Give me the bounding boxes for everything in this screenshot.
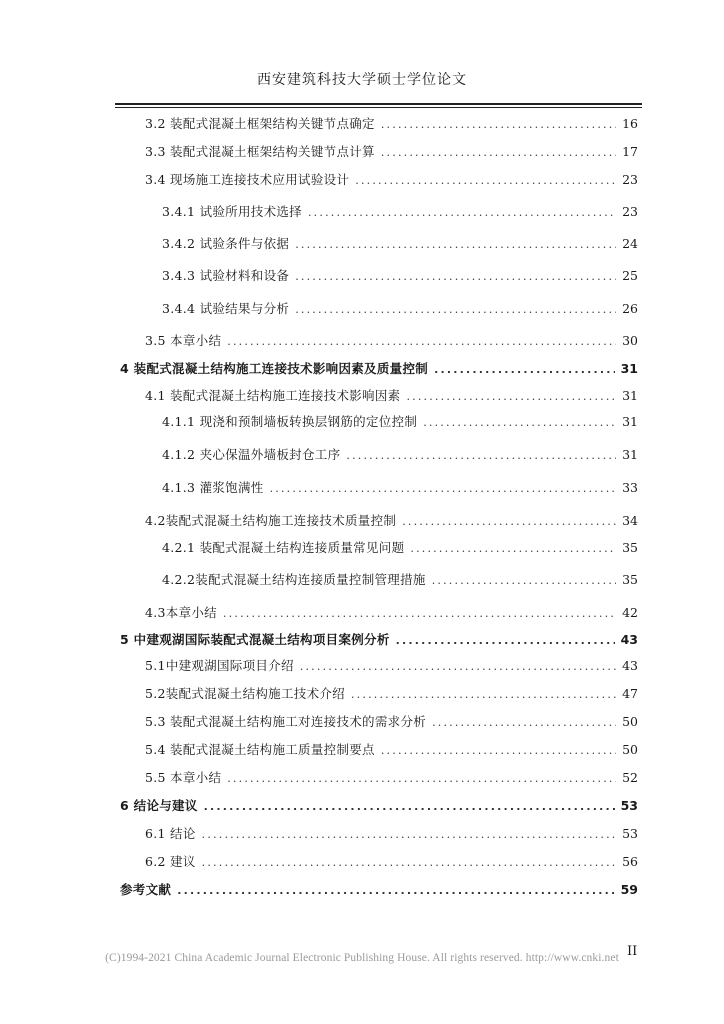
toc-entry-page: 31 (620, 361, 638, 376)
toc-entry-page: 50 (622, 742, 638, 757)
toc-entry-page: 53 (622, 826, 638, 841)
toc-entry-page: 42 (622, 605, 638, 620)
toc-leader-dots (223, 604, 616, 624)
toc-entry-page: 59 (620, 882, 638, 897)
toc-leader-dots (202, 825, 616, 845)
toc-leader-dots (432, 571, 616, 591)
toc-entry[interactable] (162, 202, 638, 222)
toc-entry-title: 5 中建观湖国际装配式混凝土结构项目案例分析 (120, 632, 390, 647)
toc-entry-page: 25 (622, 268, 638, 283)
toc-leader-dots (270, 479, 617, 499)
toc-entry-page: 35 (622, 540, 638, 555)
toc-entry[interactable] (145, 712, 638, 732)
toc-entry[interactable] (145, 852, 638, 872)
toc-leader-dots (295, 235, 616, 255)
toc-entry-title: 3.2 装配式混凝土框架结构关键节点确定 (145, 116, 375, 131)
toc-leader-dots (406, 387, 616, 407)
toc-entry-page: 31 (622, 414, 638, 429)
toc-leader-dots (204, 797, 615, 817)
toc-entry-title: 5.5 本章小结 (145, 770, 222, 785)
toc-entry[interactable] (162, 234, 638, 254)
toc-entry-title: 4.1 装配式混凝土结构施工连接技术影响因素 (145, 388, 401, 403)
toc-leader-dots (202, 853, 616, 873)
toc-entry-title: 5.4 装配式混凝土结构施工质量控制要点 (145, 742, 375, 757)
toc-leader-dots (351, 685, 616, 705)
toc-entry[interactable] (162, 299, 638, 319)
toc-leader-dots (381, 143, 616, 163)
toc-entry[interactable] (162, 538, 638, 558)
toc-entry[interactable] (145, 170, 638, 190)
toc-entry-title: 4.1.3 灌浆饱满性 (162, 480, 264, 495)
toc-entry-title: 3.3 装配式混凝土框架结构关键节点计算 (145, 144, 375, 159)
toc-leader-dots (346, 446, 616, 466)
toc-leader-dots (423, 413, 616, 433)
toc-leader-dots (295, 267, 616, 287)
toc-leader-dots (227, 769, 616, 789)
toc-entry-page: 26 (622, 301, 638, 316)
toc-entry[interactable] (120, 359, 638, 379)
toc-leader-dots (381, 115, 616, 135)
toc-entry-page: 34 (622, 513, 638, 528)
toc-entry-title: 3.5 本章小结 (145, 333, 222, 348)
toc-entry-title: 3.4 现场施工连接技术应用试验设计 (145, 172, 350, 187)
toc-leader-dots (355, 171, 616, 191)
toc-entry-title: 4 装配式混凝土结构施工连接技术影响因素及质量控制 (120, 361, 429, 376)
toc-entry-page: 31 (622, 388, 638, 403)
toc-entry-page: 43 (620, 632, 638, 647)
toc-leader-dots (410, 539, 616, 559)
toc-entry-page: 35 (622, 572, 638, 587)
page-number: II (627, 944, 638, 959)
copyright-watermark: (C)1994-2021 China Academic Journal Electronic Publishing House. All rights reserved. http://www.cnki.net (105, 952, 619, 964)
toc-entry[interactable] (162, 266, 638, 286)
toc-entry-page: 47 (622, 686, 638, 701)
toc-entry-title: 4.2.2装配式混凝土结构连接质量控制管理措施 (162, 572, 426, 587)
toc-entry[interactable] (162, 478, 638, 498)
toc-leader-dots (396, 631, 615, 651)
toc-leader-dots (432, 713, 616, 733)
toc-entry-title: 4.1.1 现浇和预制墙板转换层钢筋的定位控制 (162, 414, 418, 429)
header-title: 西安建筑科技大学硕士学位论文 (257, 72, 467, 88)
toc-entry[interactable] (120, 880, 638, 900)
toc-entry-title: 3.4.2 试验条件与依据 (162, 236, 290, 251)
toc-entry-title: 4.3本章小结 (145, 605, 217, 620)
toc-entry-title: 4.1.2 夹心保温外墙板封仓工序 (162, 447, 341, 462)
toc-entry[interactable] (162, 445, 638, 465)
toc-entry-page: 43 (622, 658, 638, 673)
toc-leader-dots (300, 657, 616, 677)
toc-leader-dots (227, 332, 616, 352)
toc-entry[interactable] (145, 656, 638, 676)
toc-entry[interactable] (145, 331, 638, 351)
toc-entry[interactable] (162, 412, 638, 432)
toc-entry[interactable] (145, 142, 638, 162)
toc-entry-title: 参考文献 (120, 882, 172, 897)
toc-entry-title: 4.2装配式混凝土结构施工连接技术质量控制 (145, 513, 397, 528)
toc-leader-dots (381, 741, 616, 761)
toc-entry-page: 24 (622, 236, 638, 251)
toc-leader-dots (308, 203, 616, 223)
toc-entry-page: 17 (622, 144, 638, 159)
toc-entry-page: 23 (622, 172, 638, 187)
toc-entry-title: 4.2.1 装配式混凝土结构连接质量常见问题 (162, 540, 405, 555)
toc-entry[interactable] (145, 824, 638, 844)
toc-entry[interactable] (145, 768, 638, 788)
toc-entry-title: 6 结论与建议 (120, 798, 198, 813)
toc-leader-dots (434, 360, 615, 380)
toc-entry-title: 5.1中建观湖国际项目介绍 (145, 658, 294, 673)
toc-entry-page: 30 (622, 333, 638, 348)
toc-leader-dots (402, 512, 616, 532)
toc-entry-title: 3.4.1 试验所用技术选择 (162, 204, 302, 219)
toc-entry[interactable] (145, 386, 638, 406)
toc-entry-page: 23 (622, 204, 638, 219)
toc-entry[interactable] (162, 570, 638, 590)
toc-entry-page: 50 (622, 714, 638, 729)
toc-entry[interactable] (145, 511, 638, 531)
toc-entry-title: 3.4.3 试验材料和设备 (162, 268, 290, 283)
toc-entry-title: 6.1 结论 (145, 826, 196, 841)
toc-entry[interactable] (145, 603, 638, 623)
toc-entry[interactable] (145, 740, 638, 760)
toc-entry[interactable] (120, 796, 638, 816)
toc-entry[interactable] (145, 114, 638, 134)
toc-entry-title: 5.2装配式混凝土结构施工技术介绍 (145, 686, 345, 701)
toc-entry-page: 56 (622, 854, 638, 869)
toc-entry-title: 3.4.4 试验结果与分析 (162, 301, 290, 316)
toc-leader-dots (177, 881, 614, 901)
toc-entry-page: 33 (622, 480, 638, 495)
toc-entry-page: 53 (620, 798, 638, 813)
toc-entry-page: 52 (622, 770, 638, 785)
toc-entry-page: 16 (622, 116, 638, 131)
toc-leader-dots (295, 300, 616, 320)
toc-entry-title: 6.2 建议 (145, 854, 196, 869)
toc-entry-page: 31 (622, 447, 638, 462)
toc-entry[interactable] (120, 630, 638, 650)
toc-entry-title: 5.3 装配式混凝土结构施工对连接技术的需求分析 (145, 714, 427, 729)
toc-entry[interactable] (145, 684, 638, 704)
